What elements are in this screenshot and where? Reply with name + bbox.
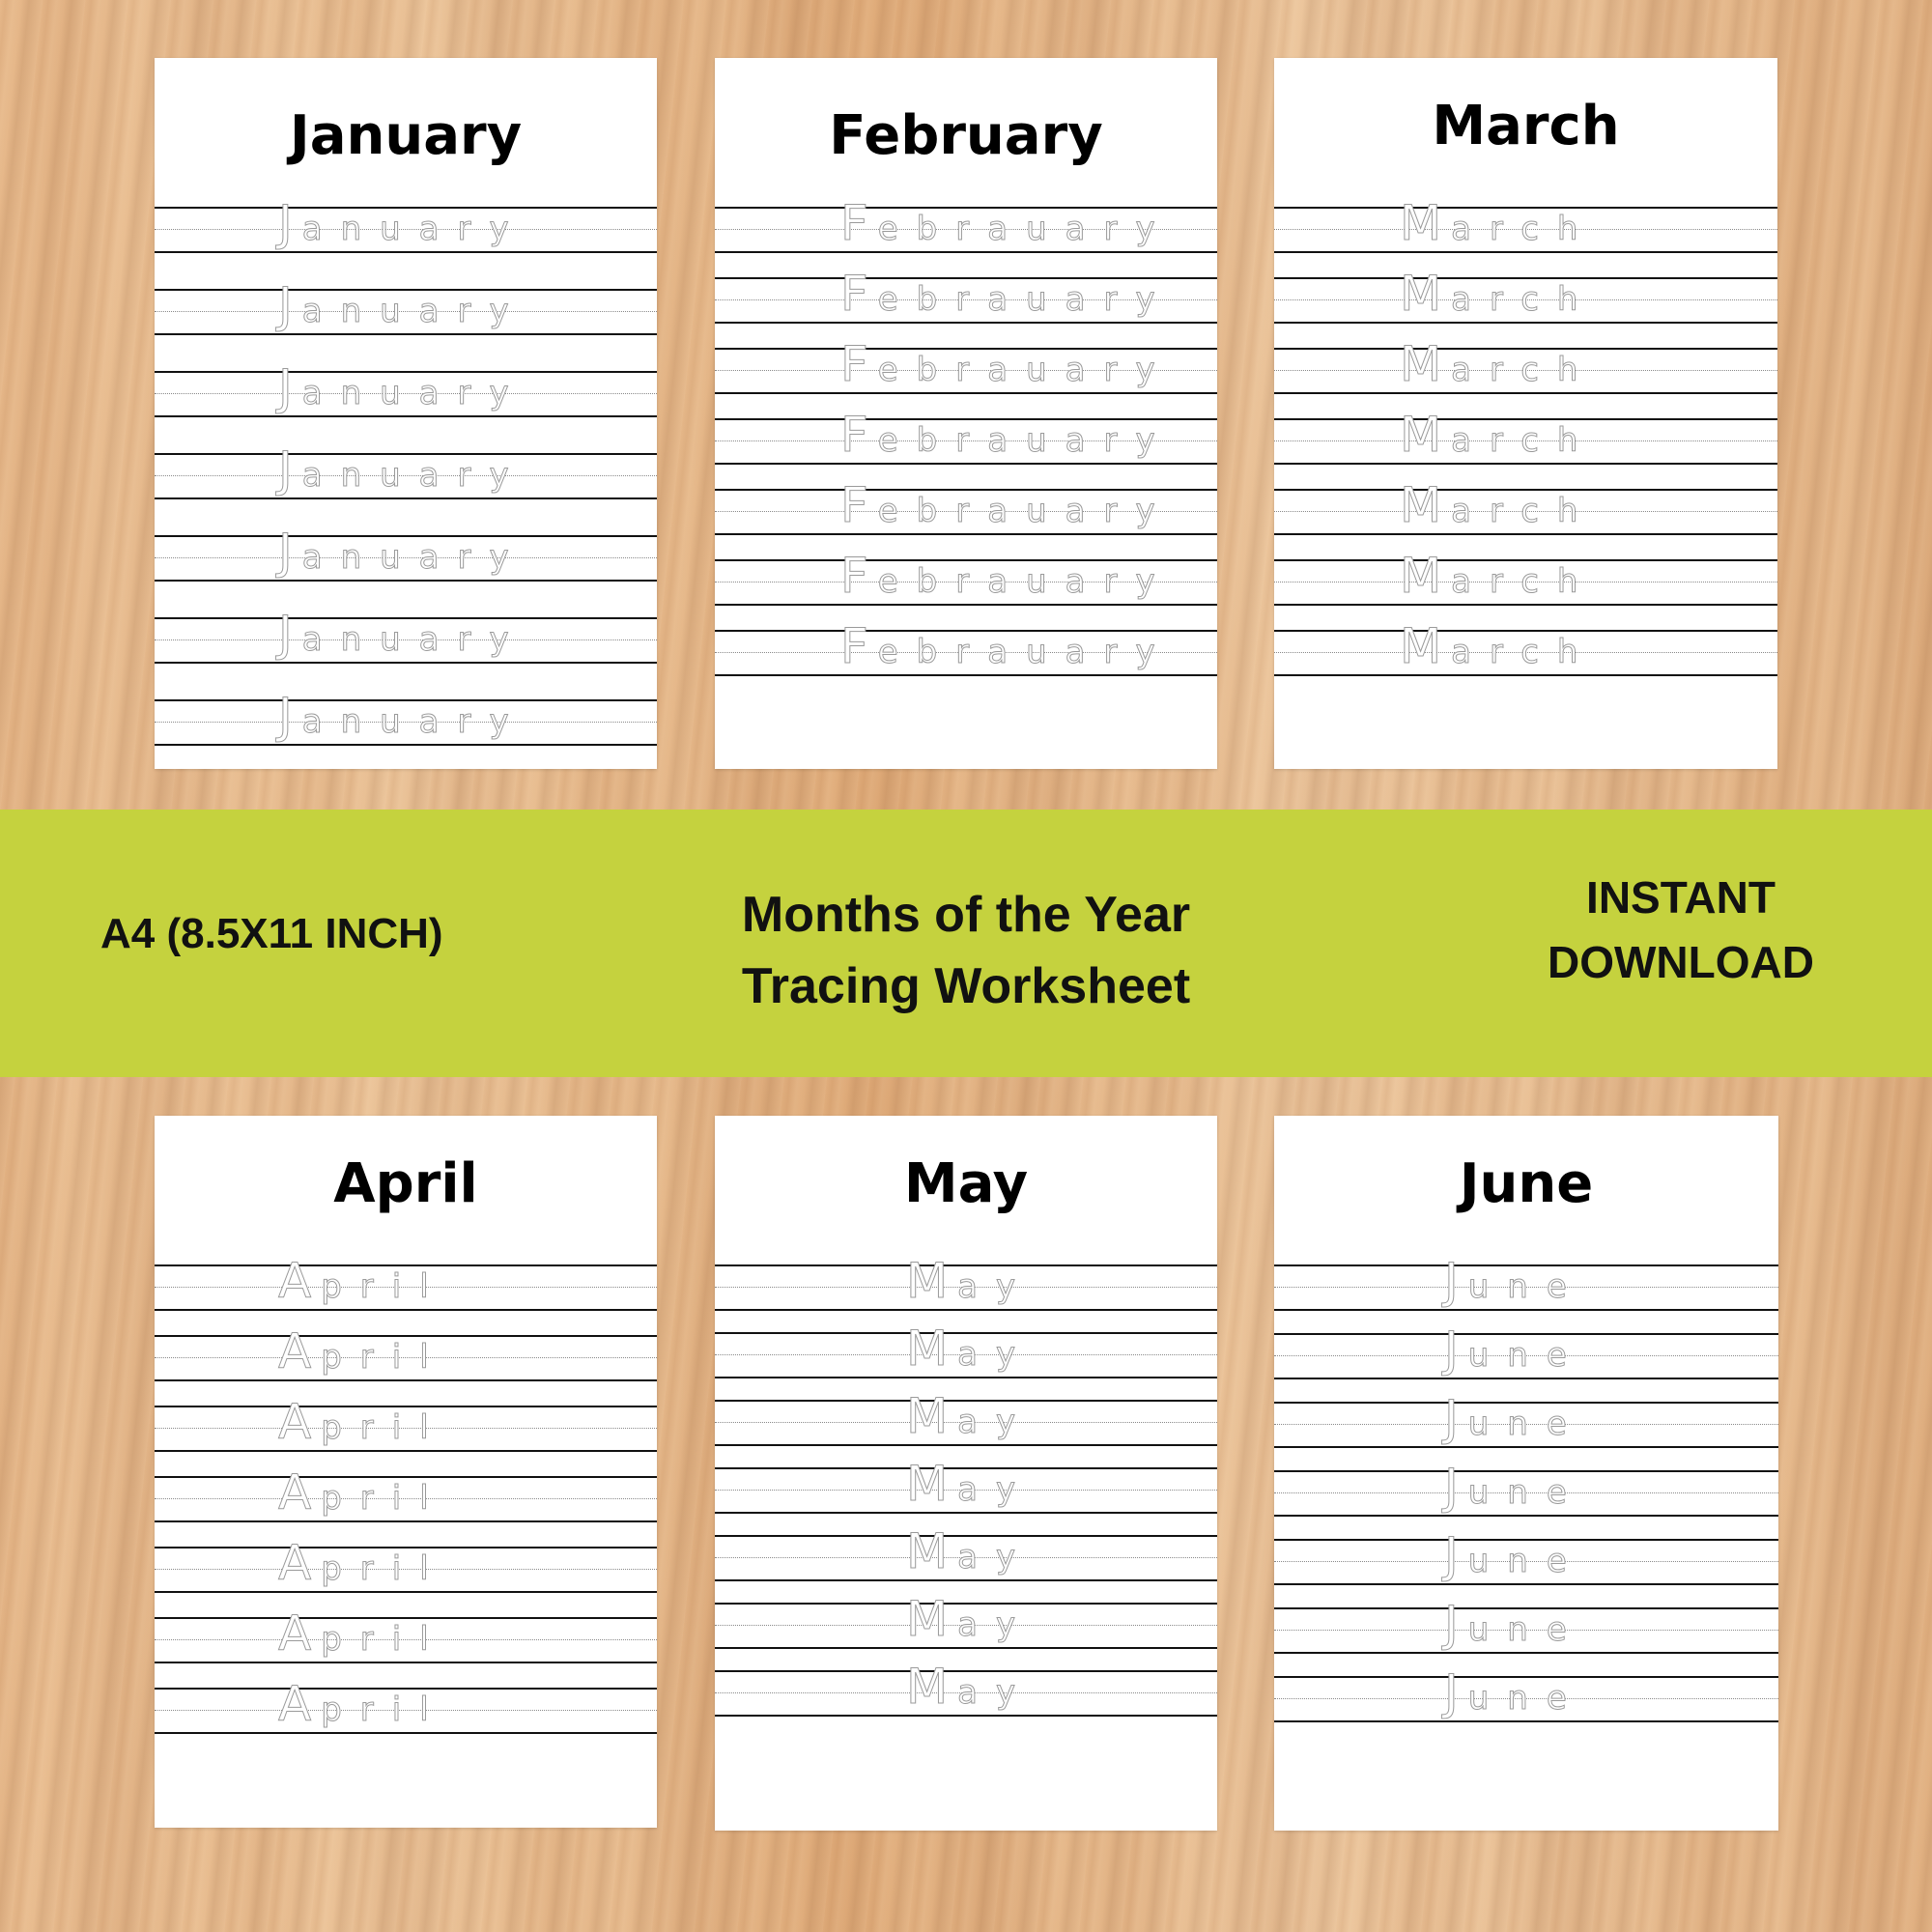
trace-letters: pril (321, 1620, 447, 1659)
tracing-row (155, 441, 657, 499)
worksheet-page-may (715, 1116, 1217, 1831)
instant-label: INSTANT (1586, 872, 1776, 923)
trace-letters: arch (1451, 633, 1597, 671)
tracing-row (155, 606, 657, 664)
trace-capital: M (906, 1388, 958, 1444)
trace-word (906, 1253, 1035, 1315)
tracing-row (155, 1323, 657, 1381)
trace-letters: ebrauary (877, 421, 1174, 460)
trace-letters: une (1467, 1336, 1585, 1375)
trace-letters: une (1467, 1405, 1585, 1443)
tracing-row (715, 336, 1217, 394)
trace-capital: F (840, 195, 878, 251)
trace-letters: une (1467, 1610, 1585, 1649)
trace-letters: ay (957, 1605, 1035, 1644)
trace-capital: M (1400, 618, 1452, 674)
trace-letters: anuary (301, 702, 527, 741)
trace-word (1444, 1527, 1585, 1589)
tracing-row (1274, 477, 1777, 535)
trace-capital: J (278, 195, 302, 251)
tracing-row (715, 195, 1217, 253)
trace-letters: une (1467, 1542, 1585, 1580)
trace-word (1444, 1596, 1585, 1658)
trace-capital: F (840, 618, 878, 674)
trace-capital: A (278, 1253, 322, 1309)
trace-letters: anuary (301, 620, 527, 659)
trace-capital: A (278, 1535, 322, 1591)
trace-capital: A (278, 1676, 322, 1732)
trace-word (1400, 195, 1597, 257)
trace-letters: arch (1451, 492, 1597, 530)
trace-capital: J (1444, 1459, 1468, 1515)
trace-word (1400, 266, 1597, 327)
trace-letters: ay (957, 1538, 1035, 1577)
trace-word (906, 1659, 1035, 1720)
trace-word (278, 359, 527, 421)
trace-capital: M (906, 1659, 958, 1715)
tracing-row (715, 548, 1217, 606)
tracing-row (1274, 1596, 1778, 1654)
trace-letters: ay (957, 1335, 1035, 1374)
trace-letters: arch (1451, 351, 1597, 389)
tracing-row (715, 1591, 1217, 1649)
trace-capital: F (840, 407, 878, 463)
tracing-row (715, 1321, 1217, 1378)
tracing-row (715, 618, 1217, 676)
tracing-row (715, 1456, 1217, 1514)
trace-word (906, 1456, 1035, 1518)
trace-capital: J (278, 688, 302, 744)
tracing-row (1274, 548, 1777, 606)
trace-capital: J (1444, 1596, 1468, 1652)
trace-word (1444, 1459, 1585, 1520)
tracing-row (155, 277, 657, 335)
trace-capital: J (1444, 1664, 1468, 1720)
trace-word (278, 688, 527, 750)
trace-letters: une (1467, 1679, 1585, 1718)
trace-letters: pril (321, 1549, 447, 1588)
tracing-row (715, 477, 1217, 535)
trace-word (1400, 618, 1597, 680)
trace-word (278, 195, 527, 257)
trace-word (906, 1591, 1035, 1653)
tracing-row (715, 1253, 1217, 1311)
trace-letters: pril (321, 1267, 447, 1306)
page-title: April (333, 1152, 478, 1215)
trace-capital: M (906, 1253, 958, 1309)
trace-letters: pril (321, 1690, 447, 1729)
trace-capital: J (1444, 1253, 1468, 1309)
worksheet-page-february (715, 58, 1217, 769)
tracing-row (1274, 266, 1777, 324)
trace-letters: ay (957, 1267, 1035, 1306)
paper-size-label: A4 (8.5X11 INCH) (100, 910, 443, 957)
trace-capital: M (1400, 477, 1452, 533)
trace-capital: M (1400, 548, 1452, 604)
tracing-row (155, 688, 657, 746)
trace-letters: arch (1451, 210, 1597, 248)
tracing-row (1274, 407, 1777, 465)
trace-capital: F (840, 477, 878, 533)
trace-capital: M (906, 1321, 958, 1377)
tracing-row (1274, 1390, 1778, 1448)
trace-word (278, 1394, 447, 1456)
trace-word (1400, 336, 1597, 398)
trace-letters: ebrauary (877, 633, 1174, 671)
trace-word (840, 336, 1174, 398)
trace-word (906, 1388, 1035, 1450)
trace-letters: ay (957, 1403, 1035, 1441)
tracing-row (155, 195, 657, 253)
trace-letters: anuary (301, 374, 527, 412)
trace-word (840, 548, 1174, 610)
tracing-row (1274, 1527, 1778, 1585)
tracing-row (155, 524, 657, 582)
trace-capital: J (1444, 1321, 1468, 1378)
trace-letters: pril (321, 1338, 447, 1377)
trace-letters: anuary (301, 210, 527, 248)
trace-word (840, 266, 1174, 327)
product-banner (0, 810, 1932, 1077)
trace-capital: J (1444, 1390, 1468, 1446)
trace-word (1400, 548, 1597, 610)
worksheet-page-march (1274, 58, 1777, 769)
trace-capital: M (1400, 407, 1452, 463)
trace-capital: F (840, 336, 878, 392)
trace-word (840, 407, 1174, 469)
page-title: January (289, 104, 523, 167)
trace-letters: ebrauary (877, 210, 1174, 248)
trace-word (278, 524, 527, 585)
trace-capital: A (278, 1394, 322, 1450)
trace-capital: J (278, 359, 302, 415)
tracing-row (1274, 1321, 1778, 1379)
trace-word (278, 1535, 447, 1597)
tracing-row (155, 1464, 657, 1522)
page-title: June (1459, 1152, 1594, 1215)
trace-capital: J (278, 524, 302, 580)
tracing-row (1274, 195, 1777, 253)
trace-word (1400, 407, 1597, 469)
trace-letters: ebrauary (877, 562, 1174, 601)
instant-download-label (1521, 866, 1840, 995)
trace-letters: arch (1451, 280, 1597, 319)
trace-word (278, 1323, 447, 1385)
page-title: February (829, 104, 1103, 167)
trace-word (278, 1676, 447, 1738)
trace-capital: M (1400, 195, 1452, 251)
tracing-row (715, 1523, 1217, 1581)
trace-word (278, 606, 527, 668)
tracing-row (715, 407, 1217, 465)
trace-letters: une (1467, 1473, 1585, 1512)
worksheet-page-june (1274, 1116, 1778, 1831)
trace-capital: M (906, 1523, 958, 1579)
trace-capital: A (278, 1323, 322, 1379)
trace-capital: J (278, 277, 302, 333)
trace-word (1444, 1664, 1585, 1726)
trace-letters: pril (321, 1408, 447, 1447)
trace-word (906, 1321, 1035, 1382)
trace-capital: F (840, 266, 878, 322)
trace-capital: J (1444, 1527, 1468, 1583)
product-title (715, 879, 1217, 1022)
trace-word (840, 195, 1174, 257)
trace-letters: pril (321, 1479, 447, 1518)
trace-word (1444, 1253, 1585, 1315)
trace-capital: J (278, 441, 302, 497)
trace-word (840, 477, 1174, 539)
tracing-row (155, 1676, 657, 1734)
trace-letters: anuary (301, 538, 527, 577)
trace-word (278, 1253, 447, 1315)
tracing-row (1274, 1664, 1778, 1722)
trace-letters: ebrauary (877, 351, 1174, 389)
tracing-row (155, 1394, 657, 1452)
tracing-row (1274, 1253, 1778, 1311)
tracing-row (155, 1535, 657, 1593)
trace-capital: F (840, 548, 878, 604)
tracing-row (715, 266, 1217, 324)
tracing-row (715, 1659, 1217, 1717)
trace-word (1400, 477, 1597, 539)
tracing-row (1274, 618, 1777, 676)
trace-word (840, 618, 1174, 680)
trace-word (906, 1523, 1035, 1585)
trace-letters: ebrauary (877, 280, 1174, 319)
trace-capital: A (278, 1605, 322, 1662)
trace-letters: anuary (301, 456, 527, 495)
trace-letters: arch (1451, 421, 1597, 460)
page-title: March (1432, 95, 1620, 157)
worksheet-page-january (155, 58, 657, 769)
product-title-line-1: Months of the Year (741, 887, 1191, 943)
trace-letters: anuary (301, 292, 527, 330)
trace-word (278, 441, 527, 503)
trace-capital: M (906, 1456, 958, 1512)
trace-capital: A (278, 1464, 322, 1520)
trace-letters: ay (957, 1470, 1035, 1509)
trace-capital: M (906, 1591, 958, 1647)
tracing-row (155, 1605, 657, 1663)
trace-letters: ay (957, 1673, 1035, 1712)
trace-word (1444, 1390, 1585, 1452)
trace-word (278, 277, 527, 339)
trace-capital: M (1400, 336, 1452, 392)
trace-word (1444, 1321, 1585, 1383)
tracing-row (1274, 336, 1777, 394)
trace-letters: une (1467, 1267, 1585, 1306)
trace-capital: J (278, 606, 302, 662)
download-label: DOWNLOAD (1548, 937, 1814, 987)
trace-letters: arch (1451, 562, 1597, 601)
tracing-row (155, 359, 657, 417)
trace-word (278, 1464, 447, 1526)
tracing-row (715, 1388, 1217, 1446)
product-title-line-2: Tracing Worksheet (741, 958, 1191, 1014)
trace-capital: M (1400, 266, 1452, 322)
tracing-row (155, 1253, 657, 1311)
trace-word (278, 1605, 447, 1667)
worksheet-page-april (155, 1116, 657, 1828)
page-title: May (903, 1152, 1029, 1215)
tracing-row (1274, 1459, 1778, 1517)
trace-letters: ebrauary (877, 492, 1174, 530)
